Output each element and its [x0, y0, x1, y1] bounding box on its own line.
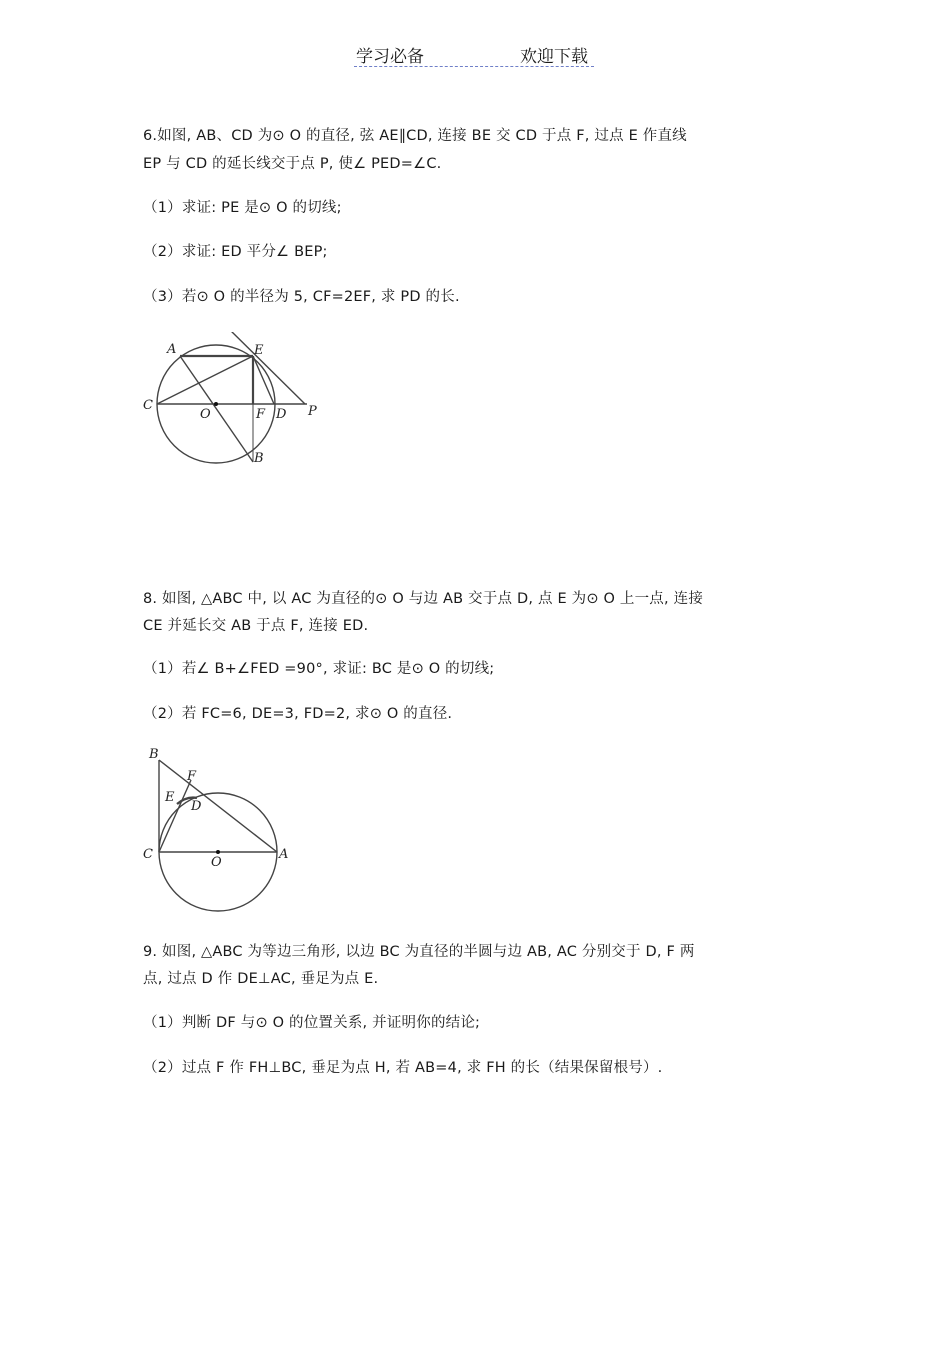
label-p: P: [308, 404, 317, 419]
label-f: F: [187, 769, 197, 784]
label-d: D: [276, 407, 287, 422]
problem6-line1: 6.如图, AB、CD 为⊙ O 的直径, 弦 AE∥CD, 连接 BE 交 CD 于点 F, 过点 E 作直线: [143, 128, 687, 144]
line-ep: [228, 332, 305, 404]
label-o: O: [211, 855, 222, 870]
label-b: B: [254, 451, 264, 466]
label-o: O: [200, 407, 211, 422]
label-e: E: [165, 790, 175, 805]
diameter-ab: [180, 356, 253, 462]
problem8-question2: （2）若 FC=6, DE=3, FD=2, 求⊙ O 的直径.: [143, 706, 453, 722]
problem9-question2: （2）过点 F 作 FH⊥BC, 垂足为点 H, 若 AB=4, 求 FH 的长（结果保留根号）.: [143, 1060, 663, 1076]
problem9-question1: （1）判断 DF 与⊙ O 的位置关系, 并证明你的结论;: [143, 1015, 481, 1031]
problem6-question1: （1）求证: PE 是⊙ O 的切线;: [143, 200, 342, 216]
side-ab: [159, 760, 277, 852]
label-b: B: [149, 747, 159, 762]
label-a: A: [279, 847, 289, 862]
problem8-line2: CE 并延长交 AB 于点 F, 连接 ED.: [143, 618, 369, 634]
page-header: [354, 42, 594, 67]
header-right-text: 欢迎下载: [520, 47, 588, 67]
segment-ec: [157, 356, 253, 404]
center-point-o: [214, 402, 218, 406]
problem6-question3: （3）若⊙ O 的半径为 5, CF=2EF, 求 PD 的长.: [143, 289, 460, 305]
problem6-figure: [143, 332, 323, 468]
problem6-line2: EP 与 CD 的延长线交于点 P, 使∠ PED=∠C.: [143, 156, 442, 172]
problem9-line2: 点, 过点 D 作 DE⊥AC, 垂足为点 E.: [143, 971, 379, 987]
label-d: D: [191, 799, 202, 814]
label-c: C: [143, 847, 153, 862]
label-c: C: [143, 398, 153, 413]
label-f: F: [256, 407, 266, 422]
problem6-question2: （2）求证: ED 平分∠ BEP;: [143, 244, 328, 260]
problem9-line1: 9. 如图, △ABC 为等边三角形, 以边 BC 为直径的半圆与边 AB, AC 分别交于 D, F 两: [143, 944, 695, 960]
header-left-text: 学习必备: [356, 47, 424, 67]
problem8-figure: [143, 746, 293, 912]
segment-cf: [159, 780, 191, 852]
problem8-question1: （1）若∠ B+∠FED =90°, 求证: BC 是⊙ O 的切线;: [143, 661, 495, 677]
label-e: E: [254, 343, 264, 358]
problem8-line1: 8. 如图, △ABC 中, 以 AC 为直径的⊙ O 与边 AB 交于点 D, 点 E 为⊙ O 上一点, 连接: [143, 591, 704, 607]
label-a: A: [167, 342, 177, 357]
center-point-o: [216, 850, 220, 854]
